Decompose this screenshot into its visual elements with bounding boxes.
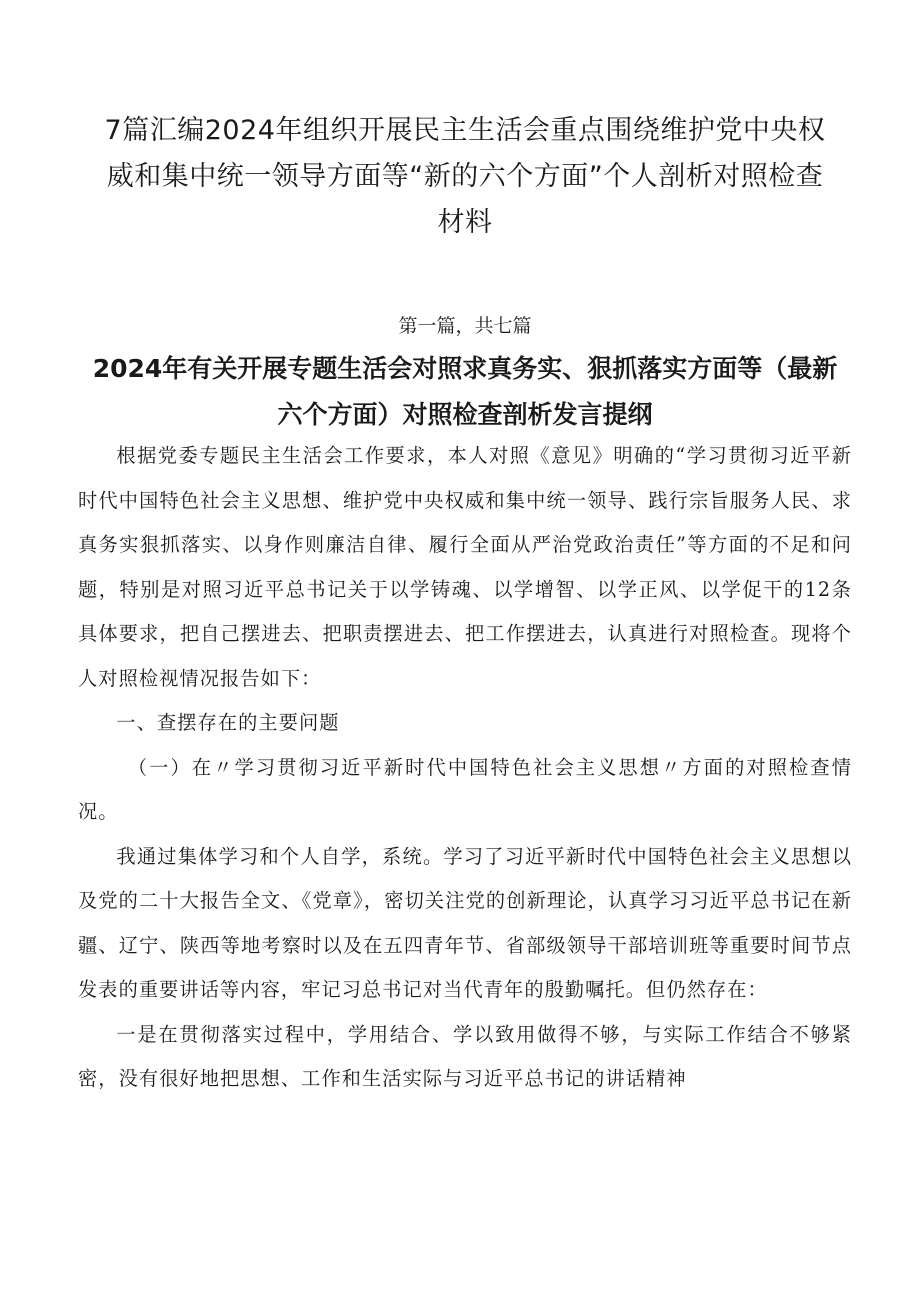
paragraph-problem-one: 一是在贯彻落实过程中，学用结合、学以致用做得不够，与实际工作结合不够紧密，没有很好地把思想、工作和生活实际与习近平总书记的讲话精神 xyxy=(78,1022,852,1090)
subsection-heading: （一）在〃学习贯彻习近平新时代中国特色社会主义思想〃方面的对照检查情况。 xyxy=(78,755,852,823)
section-heading: 一、查摆存在的主要问题 xyxy=(116,711,340,734)
sub-title: 2024年有关开展专题生活会对照求真务实、狠抓落实方面等（最新六个方面）对照检查剖析发言提纲 xyxy=(92,354,838,429)
series-label: 第一篇，共七篇 xyxy=(398,315,532,337)
paragraph-study: 我通过集体学习和个人自学，系统。学习了习近平新时代中国特色社会主义思想以及党的二十大报告全文、《党章》，密切关注党的创新理论，认真学习习近平总书记在新疆、辽宁、陕西等地考察时以及在五四青年节、省部级领导干部培训班等重要时间节点发表的重要讲话等内容，牢记习总书记对当代青年的殷勤嘱托。但仍然存在： xyxy=(78,844,852,1001)
paragraph-intro: 根据党委专题民主生活会工作要求，本人对照《意见》明确的“学习贯彻习近平新时代中国特色社会主义思想、维护党中央权威和集中统一领导、践行宗旨服务人民、求真务实狠抓落实、以身作则廉洁自律、履行全面从严治党政治责任”等方面的不足和问题，特别是对照习近平总书记关于以学铸魂、以学增智、以学正风、以学促干的12条具体要求，把自己摆进去、把职责摆进去、把工作摆进去，认真进行对照检查。现将个人对照检视情况报告如下： xyxy=(78,444,852,690)
main-title: 7篇汇编2024年组织开展民主生活会重点围绕维护党中央权威和集中统一领导方面等“新的六个方面”个人剖析对照检查材料 xyxy=(104,115,826,238)
